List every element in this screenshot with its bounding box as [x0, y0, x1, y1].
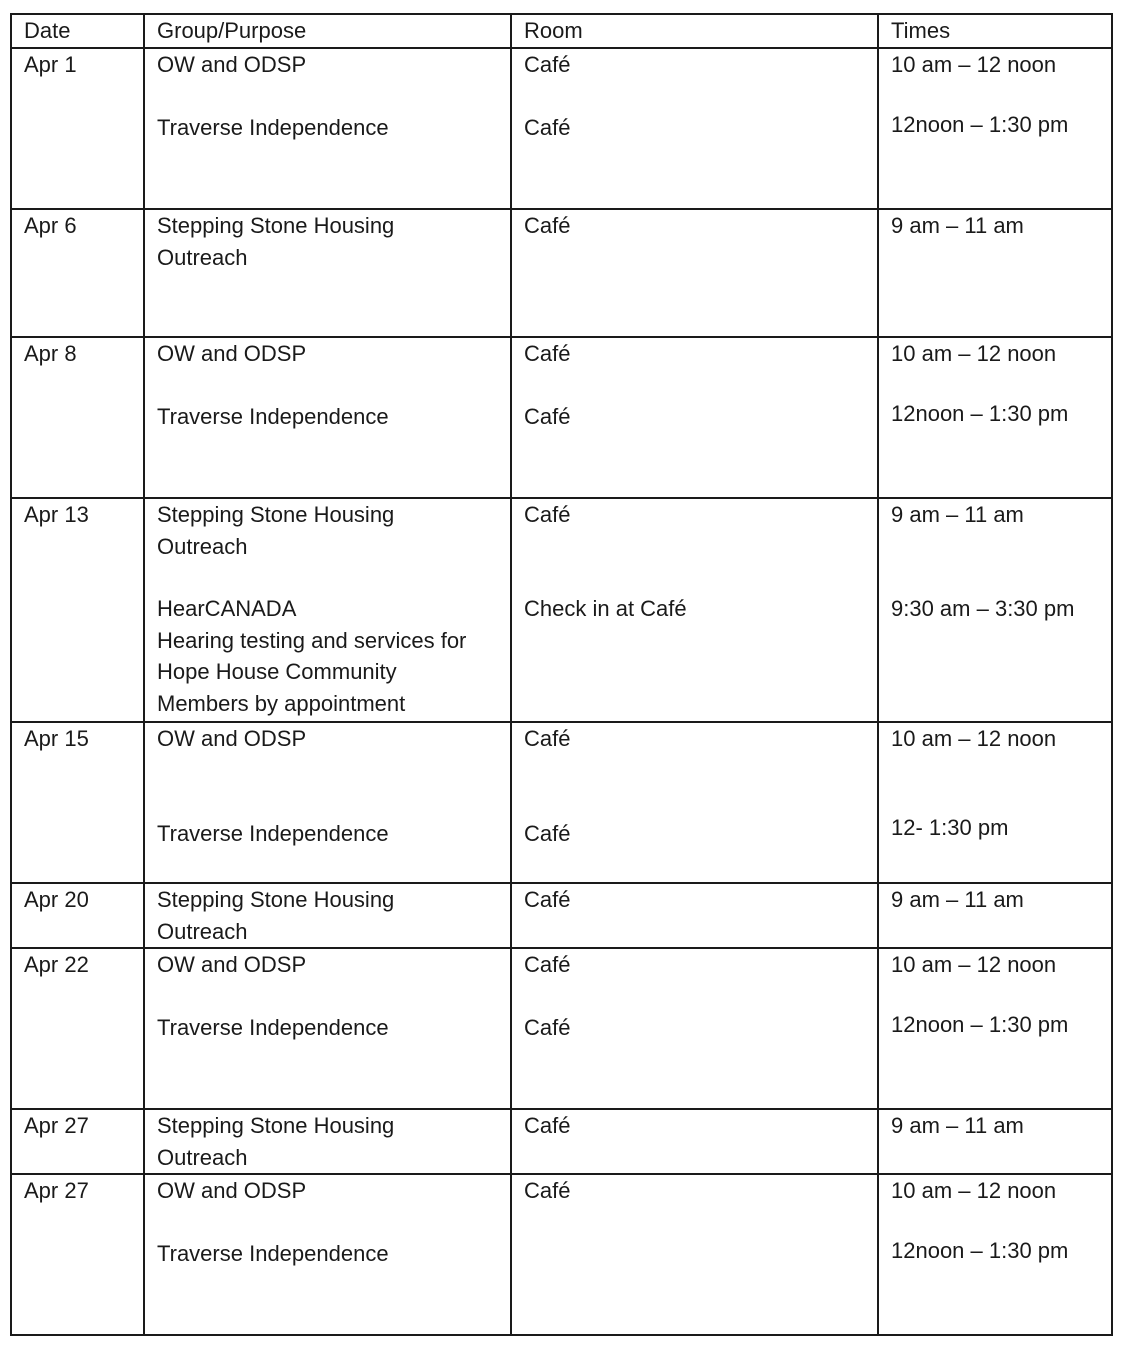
- times-cell: [878, 883, 1112, 948]
- group-entry: [157, 884, 510, 947]
- group-line: Traverse Independence: [157, 1014, 389, 1040]
- group-entry: [157, 210, 510, 273]
- group-line: Traverse Independence: [157, 820, 389, 846]
- time-entry: 9 am – 11 am: [891, 887, 1024, 912]
- group-cell: [144, 1109, 511, 1174]
- date-cell: Apr 20: [11, 883, 144, 948]
- group-line: Outreach: [157, 244, 248, 270]
- room-entry: Café: [524, 1113, 571, 1138]
- date-cell: Apr 15: [11, 722, 144, 883]
- group-cell: [144, 209, 511, 337]
- group-cell: [144, 337, 511, 498]
- room-cell: [511, 883, 878, 948]
- room-entry: Café: [524, 726, 571, 751]
- times-cell: [878, 48, 1112, 209]
- date-cell: Apr 27: [11, 1109, 144, 1174]
- time-entry: 9:30 am – 3:30 pm: [891, 596, 1075, 621]
- times-cell: [878, 948, 1112, 1109]
- group-entry: [157, 1012, 510, 1044]
- time-entry: 10 am – 12 noon: [891, 52, 1057, 77]
- room-entry: Café: [524, 213, 571, 238]
- times-cell: [878, 498, 1112, 722]
- group-line: Stepping Stone Housing: [157, 502, 395, 527]
- group-entry: [157, 112, 510, 144]
- group-cell: [144, 48, 511, 209]
- time-entry: 9 am – 11 am: [891, 1113, 1024, 1138]
- schedule-row: [11, 948, 1112, 1109]
- room-cell: [511, 1174, 878, 1335]
- group-entry: [157, 338, 510, 370]
- date-cell: Apr 1: [11, 48, 144, 209]
- header-row: [11, 14, 1112, 48]
- schedule-row: [11, 883, 1112, 948]
- room-cell: [511, 722, 878, 883]
- group-entry: [157, 499, 510, 562]
- group-cell: [144, 948, 511, 1109]
- header-group-purpose: Group/Purpose: [144, 14, 511, 48]
- group-line: Outreach: [157, 533, 248, 559]
- time-entry: 9 am – 11 am: [891, 213, 1024, 238]
- group-cell: [144, 1174, 511, 1335]
- time-entry: 9 am – 11 am: [891, 502, 1024, 527]
- header-date: Date: [11, 14, 144, 48]
- group-line: Outreach: [157, 1144, 248, 1170]
- times-cell: [878, 209, 1112, 337]
- time-entry: 12noon – 1:30 pm: [891, 1237, 1069, 1263]
- time-entry: 12noon – 1:30 pm: [891, 1011, 1069, 1037]
- date-cell: Apr 6: [11, 209, 144, 337]
- group-line: OW and ODSP: [157, 952, 307, 977]
- group-cell: [144, 722, 511, 883]
- room-entry: [524, 1238, 877, 1270]
- schedule-row: [11, 498, 1112, 722]
- group-entry: [157, 949, 510, 981]
- time-entry: 10 am – 12 noon: [891, 952, 1057, 977]
- times-cell: [878, 1174, 1112, 1335]
- room-cell: [511, 337, 878, 498]
- time-entry: 10 am – 12 noon: [891, 341, 1057, 366]
- group-entry: [157, 1175, 510, 1207]
- group-line: Hope House Community: [157, 659, 397, 684]
- group-entry: [157, 49, 510, 81]
- room-cell: [511, 948, 878, 1109]
- times-cell: [878, 1109, 1112, 1174]
- schedule-table: [10, 13, 1113, 1336]
- room-entry: Café: [524, 952, 571, 977]
- schedule-row: [11, 209, 1112, 337]
- time-entry: 12noon – 1:30 pm: [891, 111, 1069, 137]
- group-cell: [144, 883, 511, 948]
- group-cell: [144, 498, 511, 722]
- date-cell: Apr 27: [11, 1174, 144, 1335]
- group-line: OW and ODSP: [157, 1178, 307, 1203]
- group-line: Stepping Stone Housing: [157, 887, 395, 912]
- header-times: Times: [878, 14, 1112, 48]
- room-cell: [511, 1109, 878, 1174]
- times-cell: [878, 722, 1112, 883]
- room-cell: [511, 498, 878, 722]
- room-entry: Café: [524, 114, 571, 140]
- room-entry: Café: [524, 887, 571, 912]
- times-cell: [878, 337, 1112, 498]
- room-entry: Check in at Café: [524, 596, 687, 621]
- time-entry: 12- 1:30 pm: [891, 814, 1009, 840]
- schedule-row: [11, 1174, 1112, 1335]
- room-entry: Café: [524, 1178, 571, 1203]
- room-entry: Café: [524, 820, 571, 846]
- group-entry: [157, 593, 510, 719]
- group-line: Traverse Independence: [157, 1240, 389, 1266]
- time-entry: 10 am – 12 noon: [891, 726, 1057, 751]
- schedule-row: [11, 337, 1112, 498]
- group-line: Stepping Stone Housing: [157, 1113, 395, 1138]
- room-cell: [511, 48, 878, 209]
- room-cell: [511, 209, 878, 337]
- group-line: Traverse Independence: [157, 114, 389, 140]
- group-line: OW and ODSP: [157, 52, 307, 77]
- group-line: Outreach: [157, 918, 248, 944]
- group-line: Stepping Stone Housing: [157, 213, 395, 238]
- group-line: HearCANADA: [157, 596, 297, 621]
- group-entry: [157, 723, 510, 755]
- group-line: OW and ODSP: [157, 726, 307, 751]
- group-entry: [157, 401, 510, 433]
- schedule-row: [11, 722, 1112, 883]
- room-entry: Café: [524, 403, 571, 429]
- schedule-row: [11, 48, 1112, 209]
- group-entry: [157, 1110, 510, 1173]
- group-line: Members by appointment: [157, 690, 406, 716]
- group-line: OW and ODSP: [157, 341, 307, 366]
- group-line: Hearing testing and services for: [157, 627, 467, 653]
- time-entry: 10 am – 12 noon: [891, 1178, 1057, 1203]
- group-line: Traverse Independence: [157, 403, 389, 429]
- group-entry: [157, 1238, 510, 1270]
- room-entry: Café: [524, 1014, 571, 1040]
- room-entry: Café: [524, 502, 571, 527]
- group-entry: [157, 818, 510, 850]
- room-entry: Café: [524, 341, 571, 366]
- date-cell: Apr 13: [11, 498, 144, 722]
- date-cell: Apr 8: [11, 337, 144, 498]
- schedule-row: [11, 1109, 1112, 1174]
- date-cell: Apr 22: [11, 948, 144, 1109]
- time-entry: 12noon – 1:30 pm: [891, 400, 1069, 426]
- header-room: Room: [511, 14, 878, 48]
- room-entry: Café: [524, 52, 571, 77]
